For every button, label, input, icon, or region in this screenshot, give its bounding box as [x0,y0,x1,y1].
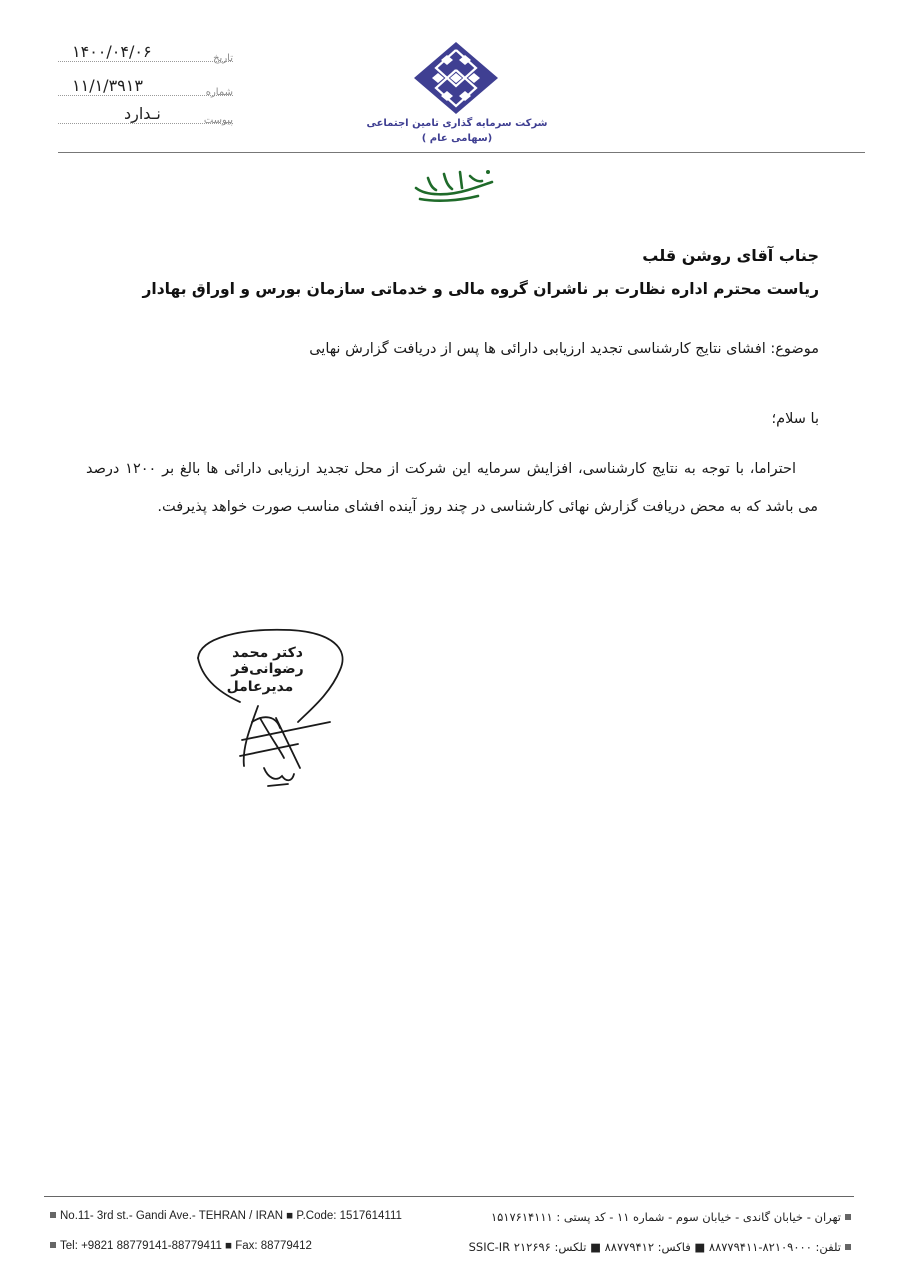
company-name-block [362,118,552,144]
attachment-label: پیوست [203,115,233,126]
footer-address-fa-text: تهران - خیابان گاندی - خیابان سوم - شماره ۱۱ - کد پستی : ۱۵۱۷۶۱۴۱۱۱ [490,1210,841,1224]
footer-contact-en [46,1240,312,1252]
date-value: ۱۴۰۰/۰۴/۰۶ [72,42,152,61]
company-type: (سهامی عام ) [421,133,493,144]
attachment-row [58,104,233,126]
date-row [58,42,233,64]
footer-address-en-text: No.11- 3rd st.- Gandi Ave.- TEHRAN / IRAN ■ P.Code: 1517614111 [60,1210,402,1222]
bullet-icon [845,1244,851,1250]
signatory-name: دکتر محمد رضوانی‌فر [231,645,304,677]
number-row [58,76,233,98]
footer-contact-fa-text: تلفن: ۸۲۱۰۹۰۰۰-۸۸۷۷۹۴۱۱ ■ فاکس: ۸۸۷۷۹۴۱۲ ■ تلکس: SSIC-IR ۲۱۲۶۹۶ [468,1240,841,1254]
greeting: با سلام؛ [771,411,819,427]
bullet-icon [50,1242,56,1248]
number-value: ۱۱/۱/۳۹۱۳ [72,76,143,95]
subject-line: موضوع: افشای نتایج کارشناسی تجدید ارزیابی دارائی ها پس از دریافت گزارش نهایی [309,341,819,357]
company-name: شرکت سرمایه گذاری تامین اجتماعی [366,118,548,129]
bullet-icon [845,1214,851,1220]
footer-contact-fa [469,1240,855,1254]
date-label: تاریخ [213,53,233,64]
footer-address-en [46,1210,402,1222]
bullet-icon [50,1212,56,1218]
recipient-title: ریاست محترم اداره نظارت بر ناشران گروه مالی و خدماتی سازمان بورس و اوراق بهادار [142,280,819,298]
attachment-value: نـدارد [124,104,161,123]
bismillah-calligraphy-icon [408,166,498,206]
recipient-name: جناب آقای روشن قلب [642,246,819,265]
company-logo-icon [414,42,498,114]
signatory-title: مدیرعامل [226,679,294,695]
number-label: شماره [205,87,233,98]
footer-contact-en-text: Tel: +9821 88779141-88779411 ■ Fax: 88779412 [60,1240,312,1252]
letter-body: احتراما، با توجه به نتایج کارشناسی، افزایش سرمایه این شرکت از محل تجدید ارزیابی دارائی ها بالغ بر ۱۲۰۰ درصد می باشد که به محض دریافت گزارش نهائی کارشناسی در چند روز آینده افشای مناسب صورت خواهد پذیرفت. [86,461,818,515]
footer-divider [44,1196,854,1197]
header-divider [58,152,865,153]
footer-address-fa [491,1210,855,1224]
